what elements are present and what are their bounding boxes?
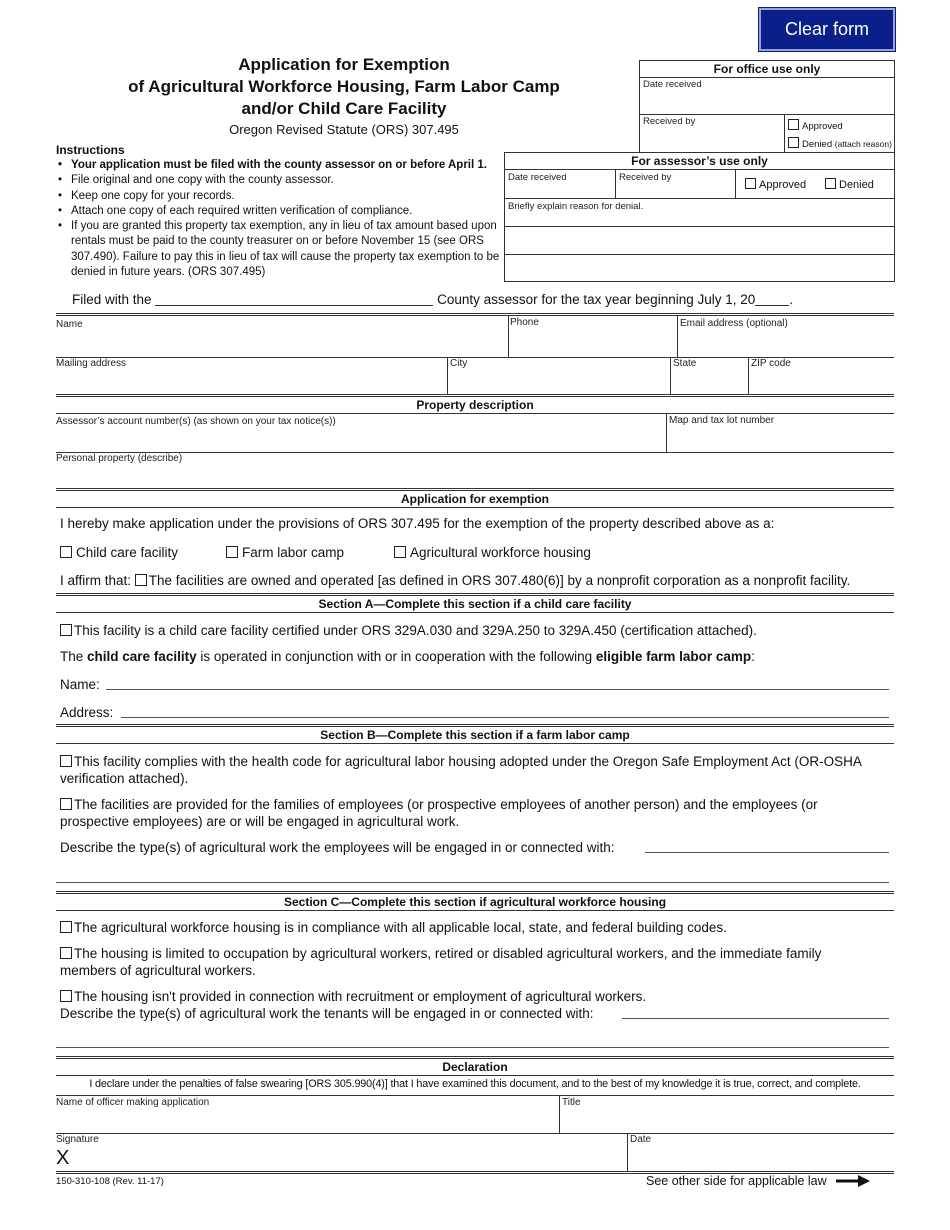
office-approved-label: Approved: [802, 121, 843, 132]
section-c-codes-checkbox[interactable]: [60, 919, 727, 936]
form-title: [96, 54, 592, 139]
tax-year-input[interactable]: [755, 292, 789, 306]
date-label: Date: [630, 1134, 652, 1145]
assessor-date-received-label: Date received: [508, 172, 567, 183]
workforce-housing-checkbox[interactable]: [394, 544, 591, 561]
section-a-conjunction: [60, 648, 755, 665]
map-tax-lot-field[interactable]: [666, 414, 894, 452]
affirm-checkbox[interactable]: [135, 573, 149, 588]
checkbox-box: [60, 921, 72, 933]
child-care-label: Child care facility: [76, 545, 179, 560]
signature-x-mark: X: [56, 1147, 70, 1169]
section-b-families-checkbox[interactable]: [60, 796, 880, 830]
section-c-recruitment-checkbox[interactable]: [60, 988, 646, 1005]
assessor-status-cell: [736, 170, 894, 199]
phone-label: Phone: [510, 317, 539, 328]
clear-form-button[interactable]: [759, 8, 895, 51]
property-description-heading: Property description: [56, 394, 894, 414]
assessor-use-heading: For assessor’s use only: [505, 153, 894, 170]
personal-property-field[interactable]: [56, 452, 894, 488]
filed-with-prefix: Filed with the: [72, 292, 152, 307]
see-other-side-label: See other side for applicable law: [646, 1174, 827, 1188]
title-label: Title: [562, 1097, 581, 1108]
filed-with-middle: County assessor for the tax year beginning July 1, 20: [437, 292, 756, 307]
filed-with-line: [72, 292, 793, 307]
office-denied-note: (attach reason): [834, 139, 892, 149]
checkbox-box: [788, 119, 799, 130]
city-field[interactable]: [447, 357, 670, 394]
see-other-side: [646, 1174, 870, 1190]
title-field[interactable]: [559, 1095, 894, 1133]
office-use-box: [639, 60, 895, 153]
assessor-received-by-field[interactable]: [616, 170, 736, 199]
conjunction-end: :: [751, 649, 755, 664]
instructions: [56, 143, 501, 280]
title-line-2: of Agricultural Workforce Housing, Farm Labor Camp: [128, 77, 560, 96]
declaration-text: I declare under the penalties of false swearing [ORS 305.990(4)] that I have examined this document, and to the best of my knowledge it is true, correct, and complete.: [89, 1078, 861, 1090]
name-label: Name: [56, 319, 83, 330]
conjunction-bold-2: eligible farm labor camp: [595, 649, 752, 664]
assessor-approved-checkbox[interactable]: [745, 178, 806, 191]
section-b-describe-input-line-2[interactable]: [56, 882, 889, 883]
clear-form-label: Clear form: [784, 19, 869, 39]
date-field[interactable]: [627, 1133, 894, 1171]
section-a-certified-checkbox[interactable]: [60, 622, 757, 639]
account-number-label: Assessor’s account number(s) (as shown on your tax notice(s)): [56, 416, 336, 427]
mailing-address-field[interactable]: [56, 357, 447, 394]
section-c-recruitment-label: The housing isn't provided in connection with recruitment or employment of agricultural workers.: [74, 989, 647, 1004]
office-denied-checkbox[interactable]: [788, 137, 892, 150]
section-b-describe-input[interactable]: [645, 852, 889, 853]
city-label: City: [450, 358, 468, 369]
section-b-health-checkbox[interactable]: [60, 753, 880, 787]
checkbox-box: [60, 624, 72, 636]
conjunction-pre: The: [60, 649, 84, 664]
assessor-received-by-label: Received by: [619, 172, 672, 183]
signature-field[interactable]: [56, 1133, 627, 1171]
office-denied-label: Denied: [802, 139, 833, 150]
section-c-describe-input-line-2[interactable]: [56, 1047, 889, 1048]
office-date-received-label: Date received: [643, 79, 702, 90]
section-c-occupation-checkbox[interactable]: [60, 945, 880, 979]
denial-reason-field[interactable]: [505, 199, 894, 281]
zip-label: ZIP code: [751, 358, 791, 369]
personal-property-label: Personal property (describe): [56, 453, 183, 464]
affirm-text: The facilities are owned and operated [as defined in ORS 307.480(6)] by a nonprofit corporation as a nonprofit facility.: [148, 573, 851, 588]
assessor-denied-label: Denied: [839, 179, 874, 191]
assessor-date-received-field[interactable]: [505, 170, 616, 199]
section-c-codes-label: The agricultural workforce housing is in compliance with all applicable local, state, and federal building codes.: [74, 920, 727, 935]
section-b-heading: Section B—Complete this section if a farm labor camp: [56, 724, 894, 744]
denial-reason-label: Briefly explain reason for denial.: [508, 201, 644, 212]
mailing-address-label: Mailing address: [56, 358, 127, 369]
assessor-denied-checkbox[interactable]: [825, 178, 874, 191]
camp-address-input[interactable]: [121, 717, 889, 718]
declaration-heading: Declaration: [56, 1056, 894, 1076]
section-b-health-label: This facility complies with the health code for agricultural labor housing adopted under the Oregon Safe Employment Act (OR-OSHA verification attached).: [60, 754, 862, 786]
office-use-heading: For office use only: [640, 61, 894, 78]
map-tax-lot-label: Map and tax lot number: [669, 415, 775, 426]
checkbox-box: [60, 947, 72, 959]
office-received-by-label: Received by: [643, 116, 696, 127]
state-field[interactable]: [670, 357, 748, 394]
application-heading: Application for exemption: [56, 488, 894, 508]
statute: Oregon Revised Statute (ORS) 307.495: [229, 122, 459, 137]
assessor-use-box: [504, 152, 895, 282]
checkbox-box: [825, 178, 836, 189]
instruction-item: • Your application must be filed with the county assessor on or before April 1.: [56, 158, 501, 173]
section-c-describe-input[interactable]: [622, 1018, 889, 1019]
camp-name-label: Name:: [60, 677, 100, 692]
officer-name-label: Name of officer making application: [56, 1097, 210, 1108]
form-number: 150-310-108 (Rev. 11-17): [56, 1176, 164, 1187]
checkbox-box: [60, 546, 72, 558]
filed-with-suffix: .: [789, 292, 794, 307]
checkbox-box: [745, 178, 756, 189]
instructions-heading: Instructions: [56, 143, 125, 157]
checkbox-box: [135, 574, 147, 586]
checkbox-box: [394, 546, 406, 558]
checkbox-box: [788, 137, 799, 148]
office-received-by-field[interactable]: [640, 115, 785, 152]
workforce-housing-label: Agricultural workforce housing: [410, 545, 591, 560]
checkbox-box: [60, 798, 72, 810]
child-care-checkbox[interactable]: [60, 544, 178, 561]
instruction-item: • File original and one copy with the county assessor.: [56, 173, 501, 188]
camp-address-label: Address:: [60, 705, 114, 720]
assessor-approved-label: Approved: [759, 179, 807, 191]
section-b-describe-label: Describe the type(s) of agricultural work the employees will be engaged in or connected with:: [60, 840, 615, 855]
farm-labor-camp-label: Farm labor camp: [242, 545, 345, 560]
application-intro: I hereby make application under the provisions of ORS 307.495 for the exemption of the property described above as a:: [60, 516, 775, 531]
county-input[interactable]: [155, 292, 433, 306]
section-a-certified-label: This facility is a child care facility certified under ORS 329A.030 and 329A.250 to 329A.450 (certification attached).: [74, 623, 757, 638]
section-a-heading: Section A—Complete this section if a child care facility: [56, 593, 894, 613]
section-c-heading: Section C—Complete this section if agricultural workforce housing: [56, 891, 894, 911]
office-approved-checkbox[interactable]: [788, 119, 843, 132]
phone-field[interactable]: [508, 316, 677, 357]
state-label: State: [673, 358, 697, 369]
account-number-field[interactable]: [56, 414, 666, 452]
officer-name-field[interactable]: [56, 1095, 559, 1133]
conjunction-mid: is operated in conjunction with or in cooperation with the following: [200, 649, 593, 664]
checkbox-box: [60, 990, 72, 1002]
checkbox-box: [226, 546, 238, 558]
affirm-prefix: I affirm that:: [60, 573, 132, 588]
zip-field[interactable]: [748, 357, 894, 394]
farm-labor-camp-checkbox[interactable]: [226, 544, 344, 561]
title-line-3: and/or Child Care Facility: [241, 99, 447, 118]
title-line-1: Application for Exemption: [238, 55, 450, 74]
instruction-item: • Keep one copy for your records.: [56, 189, 501, 204]
section-c-describe-label: Describe the type(s) of agricultural work the tenants will be engaged in or connected with:: [60, 1006, 594, 1021]
office-date-received-field[interactable]: [640, 78, 894, 115]
name-field[interactable]: [56, 316, 508, 357]
email-label: Email address (optional): [680, 318, 788, 329]
section-c-occupation-label: The housing is limited to occupation by agricultural workers, retired or disabled agricultural workers, and the immediate family members of agricultural workers.: [60, 946, 822, 978]
email-field[interactable]: [677, 316, 894, 357]
instructions-list: [56, 158, 501, 280]
instruction-item: • If you are granted this property tax exemption, any in lieu of tax amount based upon rentals must be paid to the county treasurer on or before November 15 (see ORS 307.490). Failure to pay this in lieu of tax will cause the property tax exemption to be denied in future years. (ORS 307.495): [56, 219, 501, 280]
instruction-item: • Attach one copy of each required written verification of compliance.: [56, 204, 501, 219]
camp-name-input[interactable]: [106, 689, 889, 690]
divider: [505, 226, 894, 227]
checkbox-box: [60, 755, 72, 767]
section-b-families-label: The facilities are provided for the families of employees (or prospective employees of another person) and the employees (or prospective employees) are or will be engaged in agricultural work.: [60, 797, 818, 829]
conjunction-bold-1: child care facility: [87, 649, 197, 664]
divider: [505, 254, 894, 255]
affirm-line: [60, 572, 850, 589]
arrow-right-icon: [836, 1175, 870, 1190]
signature-label: Signature: [56, 1134, 99, 1145]
